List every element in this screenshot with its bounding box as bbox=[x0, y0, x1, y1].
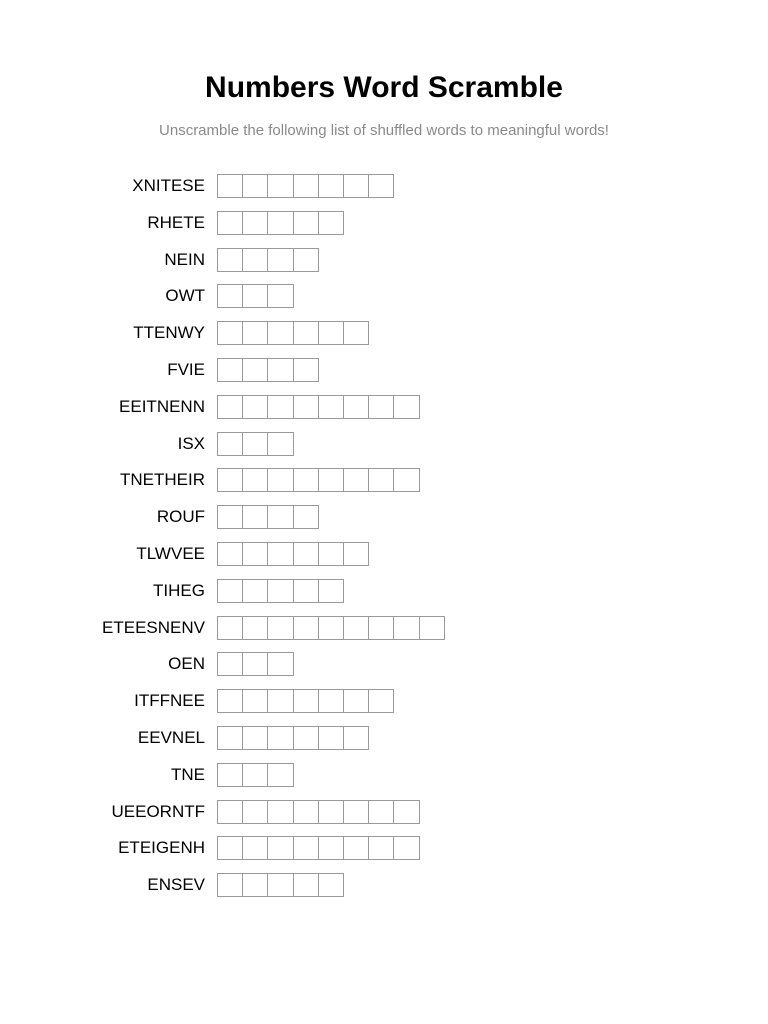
scrambled-word: TNE bbox=[171, 764, 205, 784]
letter-box[interactable] bbox=[242, 873, 268, 897]
letter-box[interactable] bbox=[293, 689, 319, 713]
answer-boxes bbox=[217, 321, 369, 345]
letter-box[interactable] bbox=[368, 468, 394, 492]
letter-box[interactable] bbox=[242, 616, 268, 640]
word-row bbox=[0, 211, 768, 235]
word-list bbox=[0, 174, 768, 910]
letter-box[interactable] bbox=[293, 873, 319, 897]
letter-box[interactable] bbox=[293, 358, 319, 382]
answer-boxes bbox=[217, 652, 294, 676]
page-title: Numbers Word Scramble bbox=[205, 71, 563, 104]
answer-boxes bbox=[217, 800, 420, 824]
letter-box[interactable] bbox=[343, 726, 369, 750]
letter-box[interactable] bbox=[217, 689, 243, 713]
answer-boxes bbox=[217, 248, 319, 272]
letter-box[interactable] bbox=[293, 505, 319, 529]
letter-box[interactable] bbox=[293, 248, 319, 272]
letter-box[interactable] bbox=[267, 211, 293, 235]
letter-box[interactable] bbox=[267, 432, 293, 456]
answer-boxes bbox=[217, 579, 344, 603]
scrambled-word: ETEIGENH bbox=[118, 838, 205, 858]
scrambled-word: NEIN bbox=[164, 249, 205, 269]
scrambled-word: ROUF bbox=[156, 507, 205, 527]
letter-box[interactable] bbox=[368, 174, 394, 198]
letter-box[interactable] bbox=[217, 432, 243, 456]
letter-box[interactable] bbox=[318, 468, 344, 492]
letter-box[interactable] bbox=[242, 248, 268, 272]
word-row bbox=[0, 836, 768, 860]
answer-boxes bbox=[217, 395, 420, 419]
letter-box[interactable] bbox=[217, 505, 243, 529]
letter-box[interactable] bbox=[368, 800, 394, 824]
letter-box[interactable] bbox=[318, 321, 344, 345]
scrambled-word: TNETHEIR bbox=[120, 470, 205, 490]
letter-box[interactable] bbox=[217, 248, 243, 272]
scrambled-word: OWT bbox=[165, 286, 205, 306]
word-row bbox=[0, 542, 768, 566]
word-row bbox=[0, 358, 768, 382]
word-row bbox=[0, 726, 768, 750]
letter-box[interactable] bbox=[267, 284, 293, 308]
page-subtitle: Unscramble the following list of shuffled words to meaningful words! bbox=[159, 122, 609, 139]
letter-box[interactable] bbox=[217, 579, 243, 603]
letter-box[interactable] bbox=[419, 616, 445, 640]
answer-boxes bbox=[217, 616, 445, 640]
answer-boxes bbox=[217, 873, 344, 897]
answer-boxes bbox=[217, 836, 420, 860]
word-row bbox=[0, 616, 768, 640]
answer-boxes bbox=[217, 763, 294, 787]
letter-box[interactable] bbox=[343, 836, 369, 860]
scrambled-word: RHETE bbox=[147, 212, 205, 232]
scrambled-word: ITFFNEE bbox=[134, 691, 205, 711]
letter-box[interactable] bbox=[343, 689, 369, 713]
letter-box[interactable] bbox=[293, 616, 319, 640]
letter-box[interactable] bbox=[242, 800, 268, 824]
letter-box[interactable] bbox=[393, 395, 419, 419]
letter-box[interactable] bbox=[267, 763, 293, 787]
letter-box[interactable] bbox=[393, 836, 419, 860]
letter-box[interactable] bbox=[242, 432, 268, 456]
letter-box[interactable] bbox=[267, 726, 293, 750]
letter-box[interactable] bbox=[267, 616, 293, 640]
word-row bbox=[0, 284, 768, 308]
letter-box[interactable] bbox=[293, 395, 319, 419]
word-row bbox=[0, 873, 768, 897]
letter-box[interactable] bbox=[318, 836, 344, 860]
word-row bbox=[0, 395, 768, 419]
scrambled-word: TTENWY bbox=[133, 323, 205, 343]
letter-box[interactable] bbox=[242, 726, 268, 750]
letter-box[interactable] bbox=[217, 763, 243, 787]
letter-box[interactable] bbox=[217, 358, 243, 382]
letter-box[interactable] bbox=[293, 211, 319, 235]
letter-box[interactable] bbox=[267, 836, 293, 860]
letter-box[interactable] bbox=[293, 468, 319, 492]
letter-box[interactable] bbox=[343, 800, 369, 824]
letter-box[interactable] bbox=[217, 800, 243, 824]
letter-box[interactable] bbox=[368, 395, 394, 419]
letter-box[interactable] bbox=[318, 689, 344, 713]
word-row bbox=[0, 174, 768, 198]
letter-box[interactable] bbox=[242, 211, 268, 235]
scrambled-word: EEVNEL bbox=[137, 727, 205, 747]
letter-box[interactable] bbox=[368, 616, 394, 640]
letter-box[interactable] bbox=[242, 505, 268, 529]
answer-boxes bbox=[217, 174, 394, 198]
letter-box[interactable] bbox=[318, 579, 344, 603]
scrambled-word: TLWVEE bbox=[136, 543, 205, 563]
scrambled-word: ENSEV bbox=[147, 875, 205, 895]
letter-box[interactable] bbox=[217, 395, 243, 419]
letter-box[interactable] bbox=[343, 395, 369, 419]
answer-boxes bbox=[217, 689, 394, 713]
letter-box[interactable] bbox=[318, 726, 344, 750]
word-row bbox=[0, 321, 768, 345]
letter-box[interactable] bbox=[318, 395, 344, 419]
letter-box[interactable] bbox=[242, 468, 268, 492]
scrambled-word: UEEORNTF bbox=[111, 801, 205, 821]
answer-boxes bbox=[217, 468, 420, 492]
letter-box[interactable] bbox=[267, 468, 293, 492]
word-row bbox=[0, 689, 768, 713]
word-row bbox=[0, 763, 768, 787]
letter-box[interactable] bbox=[267, 542, 293, 566]
letter-box[interactable] bbox=[217, 726, 243, 750]
letter-box[interactable] bbox=[267, 248, 293, 272]
letter-box[interactable] bbox=[217, 321, 243, 345]
word-row bbox=[0, 652, 768, 676]
letter-box[interactable] bbox=[393, 800, 419, 824]
letter-box[interactable] bbox=[217, 616, 243, 640]
word-row bbox=[0, 432, 768, 456]
letter-box[interactable] bbox=[393, 468, 419, 492]
letter-box[interactable] bbox=[318, 174, 344, 198]
word-row bbox=[0, 800, 768, 824]
letter-box[interactable] bbox=[318, 542, 344, 566]
letter-box[interactable] bbox=[368, 836, 394, 860]
letter-box[interactable] bbox=[343, 542, 369, 566]
letter-box[interactable] bbox=[242, 395, 268, 419]
letter-box[interactable] bbox=[242, 579, 268, 603]
letter-box[interactable] bbox=[217, 284, 243, 308]
letter-box[interactable] bbox=[343, 616, 369, 640]
letter-box[interactable] bbox=[293, 800, 319, 824]
letter-box[interactable] bbox=[242, 358, 268, 382]
letter-box[interactable] bbox=[318, 211, 344, 235]
letter-box[interactable] bbox=[267, 689, 293, 713]
answer-boxes bbox=[217, 211, 344, 235]
letter-box[interactable] bbox=[293, 542, 319, 566]
letter-box[interactable] bbox=[242, 652, 268, 676]
answer-boxes bbox=[217, 284, 294, 308]
letter-box[interactable] bbox=[267, 174, 293, 198]
letter-box[interactable] bbox=[242, 763, 268, 787]
scrambled-word: XNITESE bbox=[132, 176, 205, 195]
letter-box[interactable] bbox=[343, 468, 369, 492]
answer-boxes bbox=[217, 542, 369, 566]
letter-box[interactable] bbox=[318, 873, 344, 897]
letter-box[interactable] bbox=[318, 800, 344, 824]
letter-box[interactable] bbox=[242, 321, 268, 345]
answer-boxes bbox=[217, 505, 319, 529]
word-row bbox=[0, 505, 768, 529]
scrambled-word: EEITNENN bbox=[119, 396, 205, 416]
letter-box[interactable] bbox=[267, 579, 293, 603]
answer-boxes bbox=[217, 432, 294, 456]
letter-box[interactable] bbox=[242, 542, 268, 566]
letter-box[interactable] bbox=[267, 395, 293, 419]
scrambled-word: ETEESNENV bbox=[102, 617, 205, 637]
letter-box[interactable] bbox=[217, 836, 243, 860]
letter-box[interactable] bbox=[217, 652, 243, 676]
scrambled-word: TIHEG bbox=[153, 580, 205, 600]
letter-box[interactable] bbox=[217, 468, 243, 492]
letter-box[interactable] bbox=[217, 542, 243, 566]
letter-box[interactable] bbox=[242, 836, 268, 860]
letter-box[interactable] bbox=[267, 800, 293, 824]
letter-box[interactable] bbox=[293, 174, 319, 198]
letter-box[interactable] bbox=[242, 689, 268, 713]
letter-box[interactable] bbox=[293, 321, 319, 345]
letter-box[interactable] bbox=[267, 358, 293, 382]
letter-box[interactable] bbox=[293, 579, 319, 603]
scrambled-word: OEN bbox=[168, 654, 205, 674]
letter-box[interactable] bbox=[343, 321, 369, 345]
scrambled-word: FVIE bbox=[167, 359, 205, 379]
letter-box[interactable] bbox=[242, 284, 268, 308]
word-row bbox=[0, 579, 768, 603]
letter-box[interactable] bbox=[267, 873, 293, 897]
letter-box[interactable] bbox=[217, 211, 243, 235]
scrambled-word: ISX bbox=[177, 433, 205, 453]
word-row bbox=[0, 248, 768, 272]
letter-box[interactable] bbox=[368, 689, 394, 713]
word-row bbox=[0, 468, 768, 492]
letter-box[interactable] bbox=[318, 616, 344, 640]
letter-box[interactable] bbox=[293, 726, 319, 750]
letter-box[interactable] bbox=[293, 836, 319, 860]
letter-box[interactable] bbox=[217, 174, 243, 198]
letter-box[interactable] bbox=[267, 505, 293, 529]
letter-box[interactable] bbox=[267, 321, 293, 345]
letter-box[interactable] bbox=[343, 174, 369, 198]
answer-boxes bbox=[217, 358, 319, 382]
letter-box[interactable] bbox=[217, 873, 243, 897]
answer-boxes bbox=[217, 726, 369, 750]
letter-box[interactable] bbox=[242, 174, 268, 198]
letter-box[interactable] bbox=[267, 652, 293, 676]
letter-box[interactable] bbox=[393, 616, 419, 640]
